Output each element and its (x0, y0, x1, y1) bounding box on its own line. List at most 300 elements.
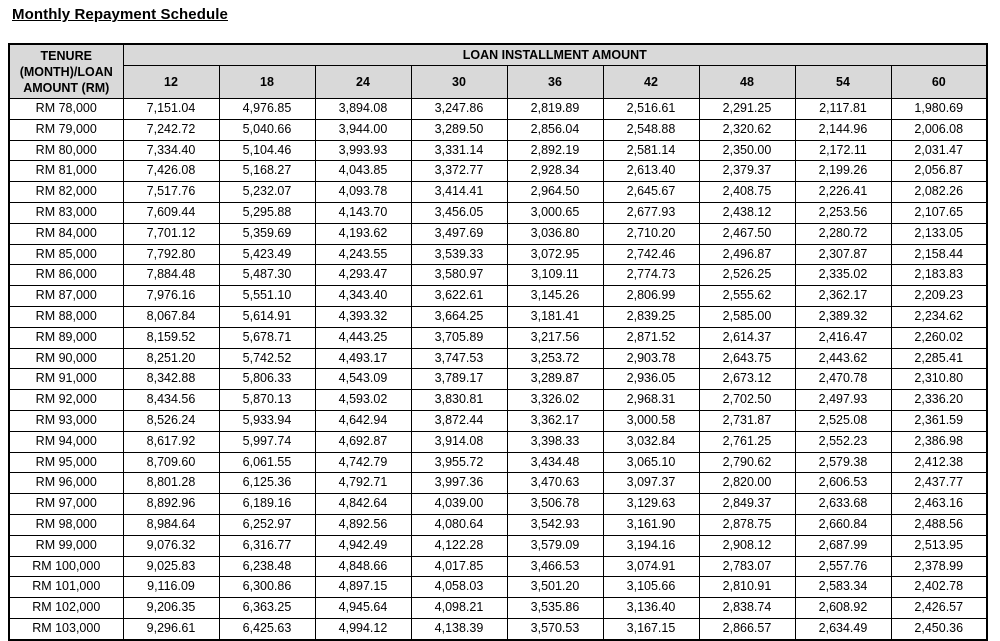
table-row (9, 244, 987, 265)
installment-cell: 6,425.63 (219, 618, 315, 639)
installment-cell: 4,293.47 (315, 265, 411, 286)
installment-cell: 2,687.99 (795, 535, 891, 556)
table-row (9, 327, 987, 348)
installment-cell: 2,470.78 (795, 369, 891, 390)
installment-cell: 3,456.05 (411, 202, 507, 223)
installment-cell: 3,535.86 (507, 598, 603, 619)
installment-cell: 3,872.44 (411, 410, 507, 431)
loan-amount-cell: RM 94,000 (9, 431, 123, 452)
loan-amount-cell: RM 81,000 (9, 161, 123, 182)
table-row (9, 410, 987, 431)
installment-cell: 4,742.79 (315, 452, 411, 473)
installment-cell: 2,336.20 (891, 390, 987, 411)
installment-cell: 5,040.66 (219, 119, 315, 140)
month-header-30: 30 (411, 66, 507, 99)
installment-cell: 7,976.16 (123, 286, 219, 307)
loan-amount-cell: RM 92,000 (9, 390, 123, 411)
installment-cell: 2,579.38 (795, 452, 891, 473)
installment-cell: 2,645.67 (603, 182, 699, 203)
installment-cell: 2,583.34 (795, 577, 891, 598)
loan-amount-cell: RM 103,000 (9, 618, 123, 639)
table-row (9, 598, 987, 619)
installment-cell: 8,709.60 (123, 452, 219, 473)
installment-cell: 5,104.46 (219, 140, 315, 161)
installment-cell: 5,614.91 (219, 306, 315, 327)
installment-cell: 2,878.75 (699, 514, 795, 535)
installment-cell: 3,506.78 (507, 494, 603, 515)
loan-amount-cell: RM 89,000 (9, 327, 123, 348)
installment-cell: 2,849.37 (699, 494, 795, 515)
installment-cell: 3,032.84 (603, 431, 699, 452)
installment-cell: 2,183.83 (891, 265, 987, 286)
installment-cell: 3,036.80 (507, 223, 603, 244)
installment-cell: 2,450.36 (891, 618, 987, 639)
installment-cell: 2,291.25 (699, 99, 795, 120)
installment-cell: 5,997.74 (219, 431, 315, 452)
installment-cell: 3,993.93 (315, 140, 411, 161)
installment-cell: 4,193.62 (315, 223, 411, 244)
month-header-row (9, 66, 987, 99)
installment-cell: 2,783.07 (699, 556, 795, 577)
installment-cell: 2,614.37 (699, 327, 795, 348)
tenure-loan-amount-header: TENURE (MONTH)/LOAN AMOUNT (RM) (9, 44, 123, 99)
installment-cell: 4,393.32 (315, 306, 411, 327)
installment-cell: 5,232.07 (219, 182, 315, 203)
loan-amount-cell: RM 93,000 (9, 410, 123, 431)
installment-cell: 4,017.85 (411, 556, 507, 577)
installment-cell: 2,838.74 (699, 598, 795, 619)
table-row (9, 182, 987, 203)
installment-cell: 4,543.09 (315, 369, 411, 390)
installment-cell: 3,955.72 (411, 452, 507, 473)
month-header-18: 18 (219, 66, 315, 99)
table-row (9, 577, 987, 598)
installment-cell: 2,320.62 (699, 119, 795, 140)
installment-cell: 3,830.81 (411, 390, 507, 411)
table-row (9, 473, 987, 494)
loan-amount-cell: RM 96,000 (9, 473, 123, 494)
installment-cell: 2,643.75 (699, 348, 795, 369)
loan-amount-cell: RM 97,000 (9, 494, 123, 515)
installment-cell: 2,350.00 (699, 140, 795, 161)
installment-cell: 4,443.25 (315, 327, 411, 348)
table-row (9, 494, 987, 515)
month-header-24: 24 (315, 66, 411, 99)
installment-cell: 2,082.26 (891, 182, 987, 203)
loan-amount-cell: RM 101,000 (9, 577, 123, 598)
installment-cell: 3,542.93 (507, 514, 603, 535)
loan-amount-cell: RM 99,000 (9, 535, 123, 556)
installment-cell: 3,194.16 (603, 535, 699, 556)
installment-cell: 5,678.71 (219, 327, 315, 348)
installment-cell: 3,570.53 (507, 618, 603, 639)
installment-cell: 2,379.37 (699, 161, 795, 182)
installment-cell: 2,608.92 (795, 598, 891, 619)
loan-amount-cell: RM 86,000 (9, 265, 123, 286)
installment-cell: 2,820.00 (699, 473, 795, 494)
installment-cell: 4,942.49 (315, 535, 411, 556)
loan-amount-cell: RM 88,000 (9, 306, 123, 327)
installment-cell: 2,581.14 (603, 140, 699, 161)
month-header-42: 42 (603, 66, 699, 99)
table-row (9, 99, 987, 120)
installment-cell: 4,080.64 (411, 514, 507, 535)
table-row (9, 202, 987, 223)
installment-cell: 3,997.36 (411, 473, 507, 494)
installment-cell: 7,242.72 (123, 119, 219, 140)
installment-cell: 8,526.24 (123, 410, 219, 431)
installment-cell: 2,378.99 (891, 556, 987, 577)
installment-cell: 2,555.62 (699, 286, 795, 307)
loan-amount-cell: RM 80,000 (9, 140, 123, 161)
loan-amount-cell: RM 85,000 (9, 244, 123, 265)
installment-cell: 2,633.68 (795, 494, 891, 515)
loan-amount-cell: RM 91,000 (9, 369, 123, 390)
installment-cell: 2,031.47 (891, 140, 987, 161)
installment-cell: 3,000.65 (507, 202, 603, 223)
table-row (9, 369, 987, 390)
installment-cell: 3,253.72 (507, 348, 603, 369)
loan-amount-cell: RM 84,000 (9, 223, 123, 244)
installment-cell: 2,819.89 (507, 99, 603, 120)
installment-cell: 3,326.02 (507, 390, 603, 411)
installment-cell: 3,217.56 (507, 327, 603, 348)
table-row (9, 265, 987, 286)
installment-cell: 3,894.08 (315, 99, 411, 120)
installment-cell: 2,488.56 (891, 514, 987, 535)
installment-cell: 4,642.94 (315, 410, 411, 431)
installment-cell: 3,065.10 (603, 452, 699, 473)
installment-cell: 2,552.23 (795, 431, 891, 452)
installment-cell: 2,307.87 (795, 244, 891, 265)
table-row (9, 161, 987, 182)
installment-cell: 2,226.41 (795, 182, 891, 203)
installment-cell: 2,613.40 (603, 161, 699, 182)
installment-cell: 2,673.12 (699, 369, 795, 390)
loan-amount-cell: RM 79,000 (9, 119, 123, 140)
installment-cell: 7,517.76 (123, 182, 219, 203)
installment-cell: 4,058.03 (411, 577, 507, 598)
installment-cell: 3,466.53 (507, 556, 603, 577)
installment-cell: 3,072.95 (507, 244, 603, 265)
installment-cell: 5,423.49 (219, 244, 315, 265)
installment-cell: 3,944.00 (315, 119, 411, 140)
installment-cell: 8,801.28 (123, 473, 219, 494)
installment-cell: 2,548.88 (603, 119, 699, 140)
installment-cell: 8,159.52 (123, 327, 219, 348)
installment-cell: 6,252.97 (219, 514, 315, 535)
installment-cell: 5,295.88 (219, 202, 315, 223)
installment-cell: 4,945.64 (315, 598, 411, 619)
installment-cell: 4,043.85 (315, 161, 411, 182)
installment-cell: 5,168.27 (219, 161, 315, 182)
installment-cell: 2,496.87 (699, 244, 795, 265)
table-row (9, 514, 987, 535)
loan-amount-cell: RM 98,000 (9, 514, 123, 535)
installment-cell: 6,316.77 (219, 535, 315, 556)
month-header-54: 54 (795, 66, 891, 99)
table-row (9, 618, 987, 639)
installment-cell: 2,677.93 (603, 202, 699, 223)
installment-cell: 3,331.14 (411, 140, 507, 161)
installment-cell: 2,892.19 (507, 140, 603, 161)
installment-cell: 8,251.20 (123, 348, 219, 369)
installment-cell: 4,897.15 (315, 577, 411, 598)
installment-cell: 2,525.08 (795, 410, 891, 431)
installment-cell: 3,434.48 (507, 452, 603, 473)
installment-cell: 4,343.40 (315, 286, 411, 307)
installment-cell: 7,426.08 (123, 161, 219, 182)
installment-cell: 2,968.31 (603, 390, 699, 411)
installment-cell: 8,434.56 (123, 390, 219, 411)
loan-amount-cell: RM 102,000 (9, 598, 123, 619)
installment-cell: 6,189.16 (219, 494, 315, 515)
installment-cell: 2,199.26 (795, 161, 891, 182)
installment-cell: 2,526.25 (699, 265, 795, 286)
installment-cell: 7,701.12 (123, 223, 219, 244)
installment-cell: 3,414.41 (411, 182, 507, 203)
table-row (9, 348, 987, 369)
installment-cell: 2,107.65 (891, 202, 987, 223)
month-header-12: 12 (123, 66, 219, 99)
installment-cell: 2,438.12 (699, 202, 795, 223)
installment-cell: 2,416.47 (795, 327, 891, 348)
installment-cell: 3,000.58 (603, 410, 699, 431)
page-title: Monthly Repayment Schedule (12, 6, 228, 23)
installment-cell: 3,539.33 (411, 244, 507, 265)
installment-cell: 2,585.00 (699, 306, 795, 327)
installment-cell: 3,914.08 (411, 431, 507, 452)
installment-cell: 5,551.10 (219, 286, 315, 307)
installment-cell: 3,580.97 (411, 265, 507, 286)
installment-cell: 2,133.05 (891, 223, 987, 244)
installment-cell: 2,513.95 (891, 535, 987, 556)
installment-cell: 5,933.94 (219, 410, 315, 431)
installment-cell: 3,109.11 (507, 265, 603, 286)
installment-cell: 4,848.66 (315, 556, 411, 577)
installment-cell: 4,593.02 (315, 390, 411, 411)
installment-cell: 3,501.20 (507, 577, 603, 598)
installment-cell: 3,181.41 (507, 306, 603, 327)
installment-cell: 2,742.46 (603, 244, 699, 265)
installment-cell: 2,172.11 (795, 140, 891, 161)
installment-cell: 2,285.41 (891, 348, 987, 369)
installment-cell: 2,412.38 (891, 452, 987, 473)
installment-cell: 4,243.55 (315, 244, 411, 265)
installment-cell: 2,361.59 (891, 410, 987, 431)
installment-cell: 2,234.62 (891, 306, 987, 327)
installment-cell: 9,116.09 (123, 577, 219, 598)
installment-cell: 2,774.73 (603, 265, 699, 286)
installment-cell: 9,025.83 (123, 556, 219, 577)
installment-cell: 2,702.50 (699, 390, 795, 411)
installment-cell: 4,098.21 (411, 598, 507, 619)
installment-cell: 2,634.49 (795, 618, 891, 639)
installment-cell: 2,280.72 (795, 223, 891, 244)
installment-cell: 3,747.53 (411, 348, 507, 369)
installment-cell: 5,359.69 (219, 223, 315, 244)
table-row (9, 306, 987, 327)
installment-cell: 2,516.61 (603, 99, 699, 120)
installment-cell: 3,074.91 (603, 556, 699, 577)
loan-installment-header: LOAN INSTALLMENT AMOUNT (123, 44, 987, 66)
installment-cell: 6,125.36 (219, 473, 315, 494)
installment-cell: 7,609.44 (123, 202, 219, 223)
installment-cell: 4,493.17 (315, 348, 411, 369)
installment-cell: 7,334.40 (123, 140, 219, 161)
table-row (9, 431, 987, 452)
installment-cell: 5,806.33 (219, 369, 315, 390)
installment-cell: 2,660.84 (795, 514, 891, 535)
installment-cell: 2,790.62 (699, 452, 795, 473)
installment-cell: 2,386.98 (891, 431, 987, 452)
installment-cell: 2,335.02 (795, 265, 891, 286)
installment-cell: 2,731.87 (699, 410, 795, 431)
installment-cell: 8,617.92 (123, 431, 219, 452)
installment-cell: 3,497.69 (411, 223, 507, 244)
installment-cell: 2,463.16 (891, 494, 987, 515)
table-row (9, 119, 987, 140)
installment-cell: 8,984.64 (123, 514, 219, 535)
installment-cell: 2,144.96 (795, 119, 891, 140)
table-row (9, 535, 987, 556)
installment-cell: 3,398.33 (507, 431, 603, 452)
installment-cell: 4,093.78 (315, 182, 411, 203)
installment-cell: 2,606.53 (795, 473, 891, 494)
installment-cell: 2,839.25 (603, 306, 699, 327)
installment-cell: 3,372.77 (411, 161, 507, 182)
installment-cell: 2,866.57 (699, 618, 795, 639)
installment-cell: 2,557.76 (795, 556, 891, 577)
installment-cell: 2,006.08 (891, 119, 987, 140)
installment-cell: 4,976.85 (219, 99, 315, 120)
installment-cell: 9,296.61 (123, 618, 219, 639)
installment-cell: 8,892.96 (123, 494, 219, 515)
installment-cell: 6,238.48 (219, 556, 315, 577)
installment-cell: 2,362.17 (795, 286, 891, 307)
installment-cell: 5,870.13 (219, 390, 315, 411)
installment-cell: 3,097.37 (603, 473, 699, 494)
installment-cell: 2,408.75 (699, 182, 795, 203)
month-header-60: 60 (891, 66, 987, 99)
installment-cell: 2,871.52 (603, 327, 699, 348)
installment-cell: 2,497.93 (795, 390, 891, 411)
installment-cell: 4,842.64 (315, 494, 411, 515)
installment-cell: 2,467.50 (699, 223, 795, 244)
installment-cell: 2,209.23 (891, 286, 987, 307)
installment-cell: 3,161.90 (603, 514, 699, 535)
installment-cell: 2,056.87 (891, 161, 987, 182)
table-row (9, 223, 987, 244)
installment-cell: 4,792.71 (315, 473, 411, 494)
loan-amount-cell: RM 87,000 (9, 286, 123, 307)
loan-amount-cell: RM 82,000 (9, 182, 123, 203)
installment-cell: 5,742.52 (219, 348, 315, 369)
installment-cell: 3,470.63 (507, 473, 603, 494)
installment-cell: 3,362.17 (507, 410, 603, 431)
table-row (9, 286, 987, 307)
installment-cell: 8,342.88 (123, 369, 219, 390)
installment-cell: 7,884.48 (123, 265, 219, 286)
installment-cell: 2,310.80 (891, 369, 987, 390)
installment-cell: 3,664.25 (411, 306, 507, 327)
loan-amount-cell: RM 100,000 (9, 556, 123, 577)
installment-cell: 6,363.25 (219, 598, 315, 619)
installment-cell: 2,389.32 (795, 306, 891, 327)
installment-cell: 2,158.44 (891, 244, 987, 265)
installment-cell: 2,936.05 (603, 369, 699, 390)
installment-cell: 2,443.62 (795, 348, 891, 369)
installment-cell: 2,117.81 (795, 99, 891, 120)
installment-cell: 7,151.04 (123, 99, 219, 120)
installment-cell: 2,908.12 (699, 535, 795, 556)
installment-cell: 2,903.78 (603, 348, 699, 369)
installment-cell: 4,122.28 (411, 535, 507, 556)
installment-cell: 4,692.87 (315, 431, 411, 452)
installment-cell: 9,206.35 (123, 598, 219, 619)
table-row (9, 556, 987, 577)
installment-cell: 3,145.26 (507, 286, 603, 307)
installment-cell: 2,928.34 (507, 161, 603, 182)
installment-cell: 2,964.50 (507, 182, 603, 203)
installment-cell: 3,289.87 (507, 369, 603, 390)
installment-cell: 3,789.17 (411, 369, 507, 390)
installment-cell: 4,143.70 (315, 202, 411, 223)
installment-cell: 2,710.20 (603, 223, 699, 244)
installment-cell: 4,892.56 (315, 514, 411, 535)
installment-cell: 8,067.84 (123, 306, 219, 327)
table-row (9, 452, 987, 473)
installment-cell: 2,426.57 (891, 598, 987, 619)
installment-cell: 2,761.25 (699, 431, 795, 452)
installment-cell: 3,705.89 (411, 327, 507, 348)
installment-cell: 3,167.15 (603, 618, 699, 639)
installment-cell: 6,061.55 (219, 452, 315, 473)
installment-cell: 3,579.09 (507, 535, 603, 556)
installment-cell: 2,253.56 (795, 202, 891, 223)
installment-cell: 2,260.02 (891, 327, 987, 348)
repayment-table (8, 43, 988, 641)
installment-cell: 2,437.77 (891, 473, 987, 494)
installment-cell: 2,856.04 (507, 119, 603, 140)
installment-cell: 7,792.80 (123, 244, 219, 265)
table-row (9, 390, 987, 411)
loan-amount-cell: RM 90,000 (9, 348, 123, 369)
loan-amount-cell: RM 95,000 (9, 452, 123, 473)
installment-cell: 5,487.30 (219, 265, 315, 286)
installment-cell: 9,076.32 (123, 535, 219, 556)
table-body (9, 99, 987, 640)
loan-amount-cell: RM 83,000 (9, 202, 123, 223)
installment-cell: 2,806.99 (603, 286, 699, 307)
installment-cell: 3,622.61 (411, 286, 507, 307)
installment-cell: 3,247.86 (411, 99, 507, 120)
installment-cell: 3,129.63 (603, 494, 699, 515)
installment-cell: 4,039.00 (411, 494, 507, 515)
installment-cell: 2,810.91 (699, 577, 795, 598)
installment-cell: 4,138.39 (411, 618, 507, 639)
month-header-36: 36 (507, 66, 603, 99)
installment-cell: 4,994.12 (315, 618, 411, 639)
installment-cell: 3,105.66 (603, 577, 699, 598)
installment-cell: 6,300.86 (219, 577, 315, 598)
installment-cell: 2,402.78 (891, 577, 987, 598)
table-row (9, 140, 987, 161)
installment-cell: 3,289.50 (411, 119, 507, 140)
installment-cell: 3,136.40 (603, 598, 699, 619)
loan-amount-cell: RM 78,000 (9, 99, 123, 120)
installment-cell: 1,980.69 (891, 99, 987, 120)
